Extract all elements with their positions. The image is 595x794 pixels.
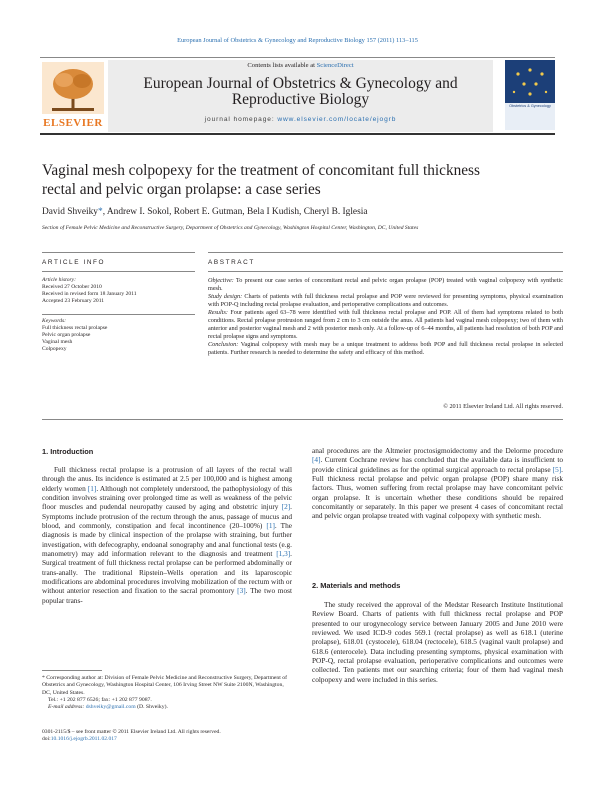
- journal-title-line1: European Journal of Obstetrics & Gynecology and: [143, 75, 458, 92]
- objective-label: Objective:: [208, 277, 234, 284]
- reference-link[interactable]: [5]: [552, 464, 562, 474]
- text-run: Full thickness rectal prolapse is a protrusion of all layers of the rectal wall through the anus. Its incidence is estimated at 2.5 per 100,000 and is highest among elderly women: [42, 465, 292, 493]
- abstract-results: [208, 309, 563, 341]
- journal-title-line2: Reproductive Biology: [231, 91, 370, 108]
- intro-paragraph-continued: [312, 446, 563, 521]
- keywords-label: Keywords:: [42, 318, 67, 324]
- results-text: Four patients aged 63–78 were identified with full thickness rectal prolapse and POP. All of them had symptoms related to both conditions. Rectal prolapse protrusion ranged from 2 cm to 3 cm outside the anus. All patients had vaginal mesh colpopexy; two of them with anterior and posterior vaginal mesh and 2 with posterior mesh only. At a follow-up of 6–44 months, all patients had resolution of both POP and rectal prolapse signs and symptoms.: [208, 309, 563, 340]
- footnote-tel: Tel.: +1 202 877 6526; fax: +1 202 877 9087.: [48, 696, 152, 703]
- publisher-name: ELSEVIER: [43, 117, 103, 129]
- footnote-marker: *: [42, 675, 45, 681]
- abstract-conclusion: [208, 341, 563, 357]
- results-label: Results:: [208, 309, 228, 316]
- design-text: Charts of patients with full thickness rectal prolapse and POP were reviewed for presenting symptoms, physical examination with POP-Q including rectal prolapse evaluation, and perioperative complications and outcomes.: [208, 293, 563, 308]
- intro-paragraph: [42, 465, 292, 605]
- masthead-top-rule: [40, 57, 555, 58]
- keyword-item: Vaginal mesh: [42, 339, 73, 345]
- reference-link[interactable]: [1]: [266, 521, 275, 531]
- reference-link[interactable]: [4]: [312, 455, 321, 465]
- abstract-heading: ABSTRACT: [208, 259, 255, 266]
- masthead-bottom-rule: [40, 133, 555, 135]
- intro-column-left: [42, 465, 292, 605]
- text-run: . Full thickness rectal prolapse and pelvic organ prolapse (POP) share many risk factors. Thus, women suffering from rectal prolapse may have concomitant pelvic organ prolapse. It is uncertain whether these conditions should be repaired concomitantly or separately. In this paper we present 4 cases of concomitant rectal and pelvic organ prolapse treated with vaginal colpopexy with synthetic mesh.: [312, 464, 563, 521]
- homepage-link[interactable]: www.elsevier.com/locate/ejogrb: [277, 116, 397, 123]
- abstract-bottom-rule: [42, 419, 563, 420]
- contents-prefix: Contents lists available at: [247, 62, 315, 69]
- footnote-text: Corresponding author at: Division of Female Pelvic Medicine and Reconstructive Surgery, Department of Obstetrics and Gynecology, Washington Hospital Center, 106 Irving Street NW Suite 2100N, Washington, DC, United States.: [42, 675, 287, 696]
- methods-paragraph: The study received the approval of the Medstar Research Institute Institutional Review Board. Charts of patients with full thickness rectal prolapse and POP presented to our urogynecology service between January 2005 and June 2010 were reviewed. We used ICD-9 codes 569.1 (rectal prolapse) as well as 618.1 (uterine prolapse), 618.01 (cystocele), 618.04 (rectocele), 618.5 (vaginal vault prolapse) and 618.6 (enterocele). Data including presenting symptoms, physical examination with POP-Q, rectal prolapse evaluation, perioperative complications and outcomes were collected. Ten patients met our searching criteria; four of them had vaginal mesh colpopexy and were included in this series.: [312, 600, 563, 684]
- first-author: David Shveiky: [42, 207, 98, 217]
- email-label: E-mail address:: [48, 704, 85, 711]
- keywords-rule: [42, 314, 195, 315]
- reference-link[interactable]: [3]: [237, 586, 246, 596]
- email-link[interactable]: dshveiky@gmail.com: [85, 704, 136, 711]
- journal-citation[interactable]: European Journal of Obstetrics & Gynecology and Reproductive Biology 157 (2011) 113–115: [177, 37, 418, 44]
- methods-column: [312, 600, 563, 684]
- abstract-design: [208, 293, 563, 309]
- journal-title: [108, 76, 493, 108]
- corresponding-author-marker[interactable]: *: [98, 207, 103, 217]
- text-run: . Although not completely understood, the pathophysiology of this condition involves straining over prolonged time as well as weakness of the pelvic floor muscles and pudendal neuropathy caused by aging and obstetric injury: [42, 483, 292, 512]
- section-title-introduction: 1. Introduction: [42, 447, 94, 456]
- conclusion-text: Vaginal colpopexy with mesh may be a unique treatment to address both POP and full thickness rectal prolapse in selected patients. Further research is needed to determine the safety and efficacy of this method.: [208, 341, 563, 356]
- contents-line: [108, 62, 493, 69]
- homepage-label: journal homepage:: [204, 116, 275, 123]
- reference-link[interactable]: [1]: [87, 483, 97, 493]
- keyword-item: Full thickness rectal prolapse: [42, 325, 108, 331]
- text-run: . The diagnosis is made by clinical inspection of the prolapse with straining, but further investigation, with defecography, endoanal sonography and anal functional tests (e.g. manometry) may add information relevant to the diagnosis and treatment: [42, 521, 292, 559]
- corresponding-author-footnote: [42, 675, 292, 711]
- history-received: Received 27 October 2010: [42, 284, 102, 290]
- journal-homepage: [108, 116, 493, 123]
- article-history: [42, 277, 197, 305]
- doi-link[interactable]: 10.1016/j.ejogrb.2011.02.017: [50, 736, 117, 743]
- objective-text: To present our case series of concomitant rectal and pelvic organ prolapse (POP) treated with vaginal colpopexy with synthetic mesh.: [208, 277, 563, 292]
- author-list: [42, 207, 554, 217]
- history-accepted: Accepted 23 February 2011: [42, 298, 105, 304]
- footnote-rule: [42, 670, 102, 671]
- copyright-notice: © 2011 Elsevier Ireland Ltd. All rights reserved.: [443, 403, 563, 410]
- footnote-address: [42, 675, 292, 697]
- other-authors: , Andrew I. Sokol, Robert E. Gutman, Bela I Kudish, Cheryl B. Iglesia: [102, 207, 368, 217]
- bottom-meta: [42, 729, 302, 744]
- section-title-methods: 2. Materials and methods: [312, 581, 401, 590]
- doi-line: [42, 736, 302, 743]
- article-title-line2: rectal and pelvic organ prolapse: a case series: [42, 181, 321, 198]
- affiliation: Section of Female Pelvic Medicine and Reconstructive Surgery, Department of Obstetrics and Gynecology, Washington Hospital Center, Washington, DC, United States: [42, 225, 419, 231]
- article-title: [42, 161, 554, 199]
- design-label: Study design:: [208, 293, 243, 300]
- cover-stars-icon: [508, 64, 552, 102]
- history-revised: Received in revised form 18 January 2011: [42, 291, 137, 297]
- sciencedirect-link[interactable]: ScienceDirect: [316, 62, 354, 69]
- abstract-rule-2: [208, 271, 563, 272]
- text-run: . Symptoms include protrusion of the rectum through the anus, passage of mucus and blood, and commonly, constipation and fecal incontinence (20–100%): [42, 502, 292, 531]
- doi-label: doi:: [42, 736, 51, 743]
- text-run: . Current Cochrane review has concluded that the available data is insufficient to provide clinical guidelines as for the optimal surgical approach to rectal prolapse: [312, 455, 563, 474]
- abstract-body: [208, 277, 563, 357]
- keyword-item: Pelvic organ prolapse: [42, 332, 91, 338]
- reference-link[interactable]: [2]: [281, 502, 291, 512]
- cover-label: Obstetrics & Gynecology: [509, 104, 551, 108]
- footnote-email-line: [42, 704, 292, 711]
- article-title-line1: Vaginal mesh colpopexy for the treatment of concomitant full thickness: [42, 162, 480, 179]
- text-run: . The two most popular trans-: [42, 586, 293, 605]
- email-suffix: (D. Shveiky).: [135, 704, 168, 711]
- issn-line: 0301-2115/$ – see front matter © 2011 Elsevier Ireland Ltd. All rights reserved.: [42, 729, 221, 735]
- info-rule: [42, 252, 195, 253]
- info-rule-2: [42, 271, 195, 272]
- abstract-objective: [208, 277, 563, 293]
- history-label: Article history:: [42, 277, 77, 283]
- keyword-item: Colpopexy: [42, 346, 67, 352]
- abstract-rule: [208, 252, 563, 253]
- conclusion-label: Conclusion:: [208, 341, 239, 348]
- text-run: . Surgical treatment of full thickness rectal prolapse can be performed abdominally or trans-anally. The traditional Ripstein–Wells operation and its laparoscopic modifications are abdominal procedures involving mobilization of the rectum with or without anterior resection and fixation to the sacral promontory: [42, 549, 292, 596]
- reference-link[interactable]: [1,3]: [276, 549, 291, 559]
- article-info-heading: ARTICLE INFO: [42, 259, 106, 266]
- text-run: anal procedures are the Altmeier proctosigmoidectomy and the Delorme procedure: [312, 446, 563, 455]
- keywords-block: [42, 318, 197, 353]
- intro-column-right: [312, 446, 563, 521]
